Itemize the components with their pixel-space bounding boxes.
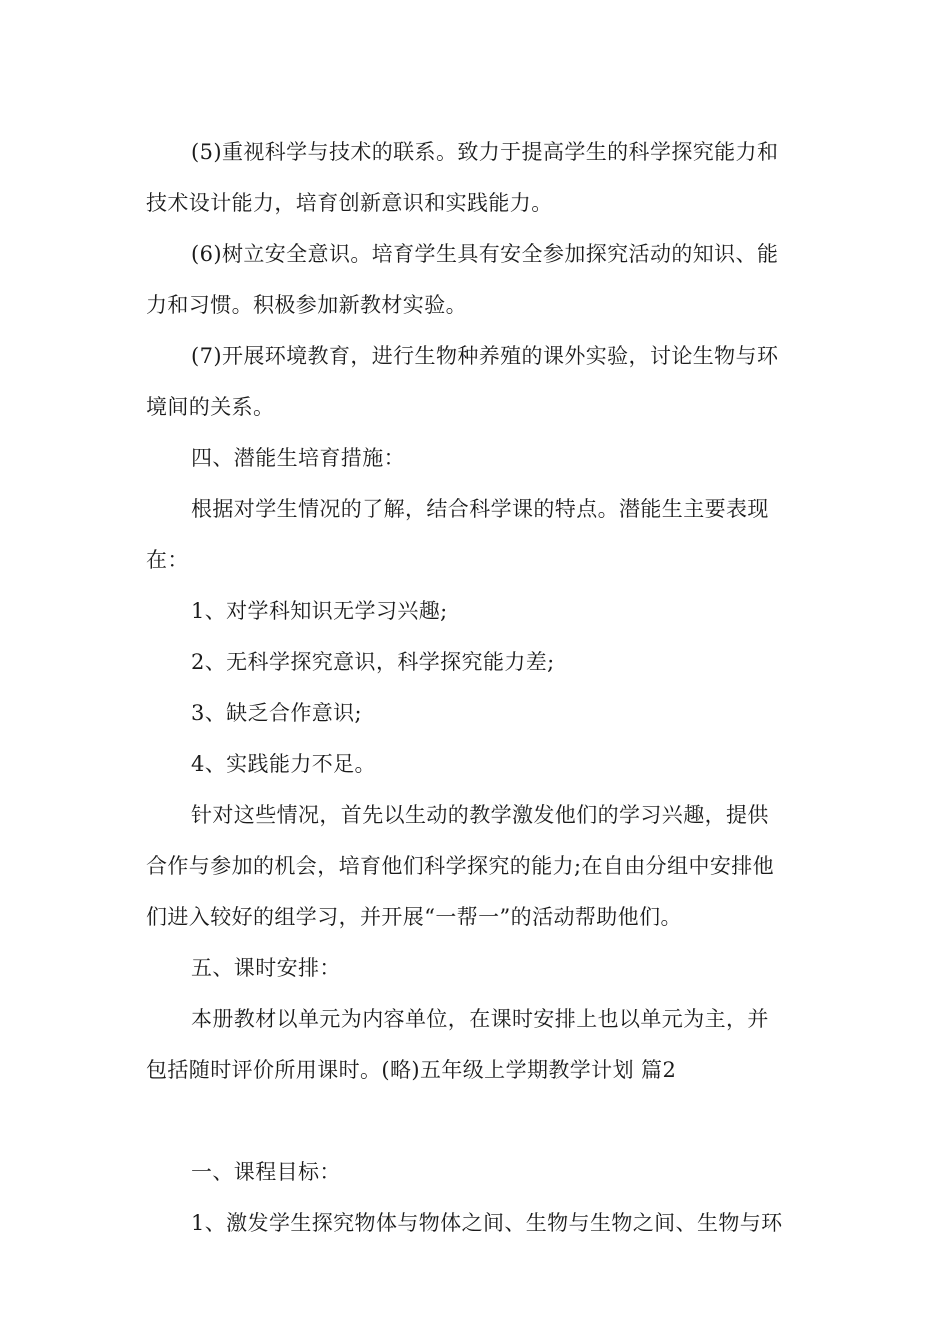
list-item-2: 2、无科学探究意识，科学探究能力差; xyxy=(191,650,555,674)
paragraph-6-line-1: (6)树立安全意识。培育学生具有安全参加探究活动的知识、能 xyxy=(191,242,779,266)
section-heading-5: 五、课时安排： xyxy=(191,956,341,980)
list-item-1: 1、对学科知识无学习兴趣; xyxy=(191,599,448,623)
schedule-paragraph-line-2: 包括随时评价所用课时。(略)五年级上学期教学计划 篇2 xyxy=(146,1058,677,1082)
intro-paragraph-line-2: 在： xyxy=(146,548,189,572)
measures-paragraph-line-2: 合作与参加的机会，培育他们科学探究的能力;在自由分组中安排他 xyxy=(146,854,775,878)
measures-paragraph-line-1: 针对这些情况，首先以生动的教学激发他们的学习兴趣，提供 xyxy=(191,803,769,827)
schedule-paragraph-line-1: 本册教材以单元为内容单位，在课时安排上也以单元为主，并 xyxy=(191,1007,769,1031)
goal-paragraph-line-1: 1、激发学生探究物体与物体之间、生物与生物之间、生物与环 xyxy=(191,1211,783,1235)
paragraph-7-line-2: 境间的关系。 xyxy=(146,395,275,419)
paragraph-7-line-1: (7)开展环境教育，进行生物种养殖的课外实验，讨论生物与环 xyxy=(191,344,779,368)
section-heading-1: 一、课程目标： xyxy=(191,1160,341,1184)
list-item-3: 3、缺乏合作意识; xyxy=(191,701,363,725)
paragraph-5-line-1: (5)重视科学与技术的联系。致力于提高学生的科学探究能力和 xyxy=(191,140,779,164)
paragraph-6-line-2: 力和习惯。积极参加新教材实验。 xyxy=(146,293,467,317)
measures-paragraph-line-3: 们进入较好的组学习，并开展“一帮一”的活动帮助他们。 xyxy=(146,905,682,929)
intro-paragraph-line-1: 根据对学生情况的了解，结合科学课的特点。潜能生主要表现 xyxy=(191,497,769,521)
list-item-4: 4、实践能力不足。 xyxy=(191,752,376,776)
document-body xyxy=(146,127,808,1249)
paragraph-5-line-2: 技术设计能力，培育创新意识和实践能力。 xyxy=(146,191,553,215)
blank-line xyxy=(146,1096,808,1147)
section-heading-4: 四、潜能生培育措施： xyxy=(191,446,405,470)
